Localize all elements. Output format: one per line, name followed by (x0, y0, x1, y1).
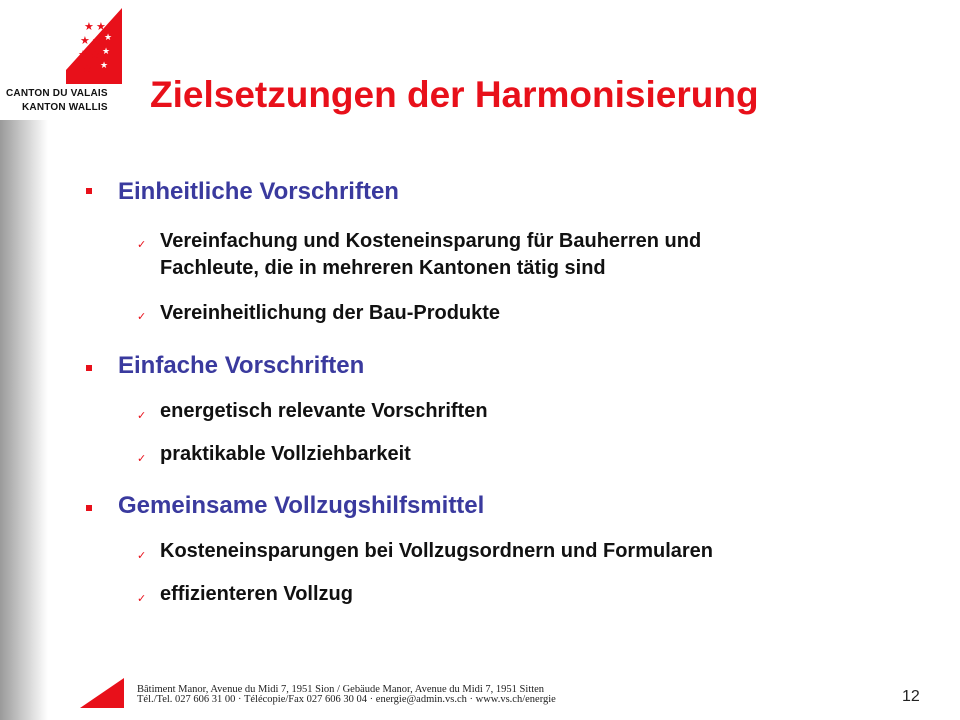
checkmark-icon: ✓ (137, 453, 147, 465)
checkmark-icon: ✓ (137, 311, 147, 323)
checkmark-icon: ✓ (137, 239, 147, 251)
sidebar-gradient (0, 120, 48, 720)
checkmark-icon: ✓ (137, 550, 147, 562)
svg-text:★: ★ (82, 62, 92, 75)
svg-text:★: ★ (80, 34, 90, 47)
section-heading: Einfache Vorschriften (118, 352, 365, 379)
list-item: Fachleute, die in mehreren Kantonen tätig sind (160, 257, 606, 279)
svg-text:★: ★ (92, 34, 102, 47)
footer-contact: Tél./Tel. 027 606 31 00 · Télécopie/Fax 027 606 30 04 · energie@admin.vs.ch · www.vs.ch/energie (137, 694, 556, 705)
svg-text:★: ★ (78, 48, 88, 61)
checkmark-icon: ✓ (137, 410, 147, 422)
svg-text:★: ★ (100, 61, 109, 71)
section-heading: Einheitliche Vorschriften (118, 178, 399, 205)
list-item: energetisch relevante Vorschriften (160, 400, 488, 422)
square-bullet-icon (86, 188, 92, 194)
page-title: Zielsetzungen der Harmonisierung (150, 74, 759, 115)
list-item: Vereinheitlichung der Bau-Produkte (160, 302, 501, 324)
valais-coat-of-arms-icon (0, 0, 130, 90)
page-number: 12 (902, 688, 920, 705)
footer-triangle-icon (80, 678, 124, 708)
svg-text:★: ★ (84, 20, 94, 33)
svg-text:★: ★ (90, 48, 100, 61)
square-bullet-icon (86, 365, 92, 371)
list-item: Kosteneinsparungen bei Vollzugsordnern und Formularen (160, 540, 714, 562)
svg-text:★: ★ (96, 20, 106, 33)
svg-text:★: ★ (102, 47, 111, 57)
list-item: praktikable Vollziehbarkeit (160, 443, 411, 465)
logo-text-de: KANTON WALLIS (22, 102, 108, 113)
footer-address: Bâtiment Manor, Avenue du Midi 7, 1951 Sion / Gebäude Manor, Avenue du Midi 7, 1951 Sitten (137, 684, 545, 695)
square-bullet-icon (86, 505, 92, 511)
canton-logo (0, 0, 130, 125)
list-item: effizienteren Vollzug (160, 583, 353, 605)
logo-text-fr: CANTON DU VALAIS (6, 88, 108, 99)
section-heading: Gemeinsame Vollzugshilfsmittel (118, 492, 485, 519)
svg-text:★: ★ (104, 33, 113, 43)
list-item: Vereinfachung und Kosteneinsparung für Bauherren und (160, 230, 702, 252)
checkmark-icon: ✓ (137, 593, 147, 605)
